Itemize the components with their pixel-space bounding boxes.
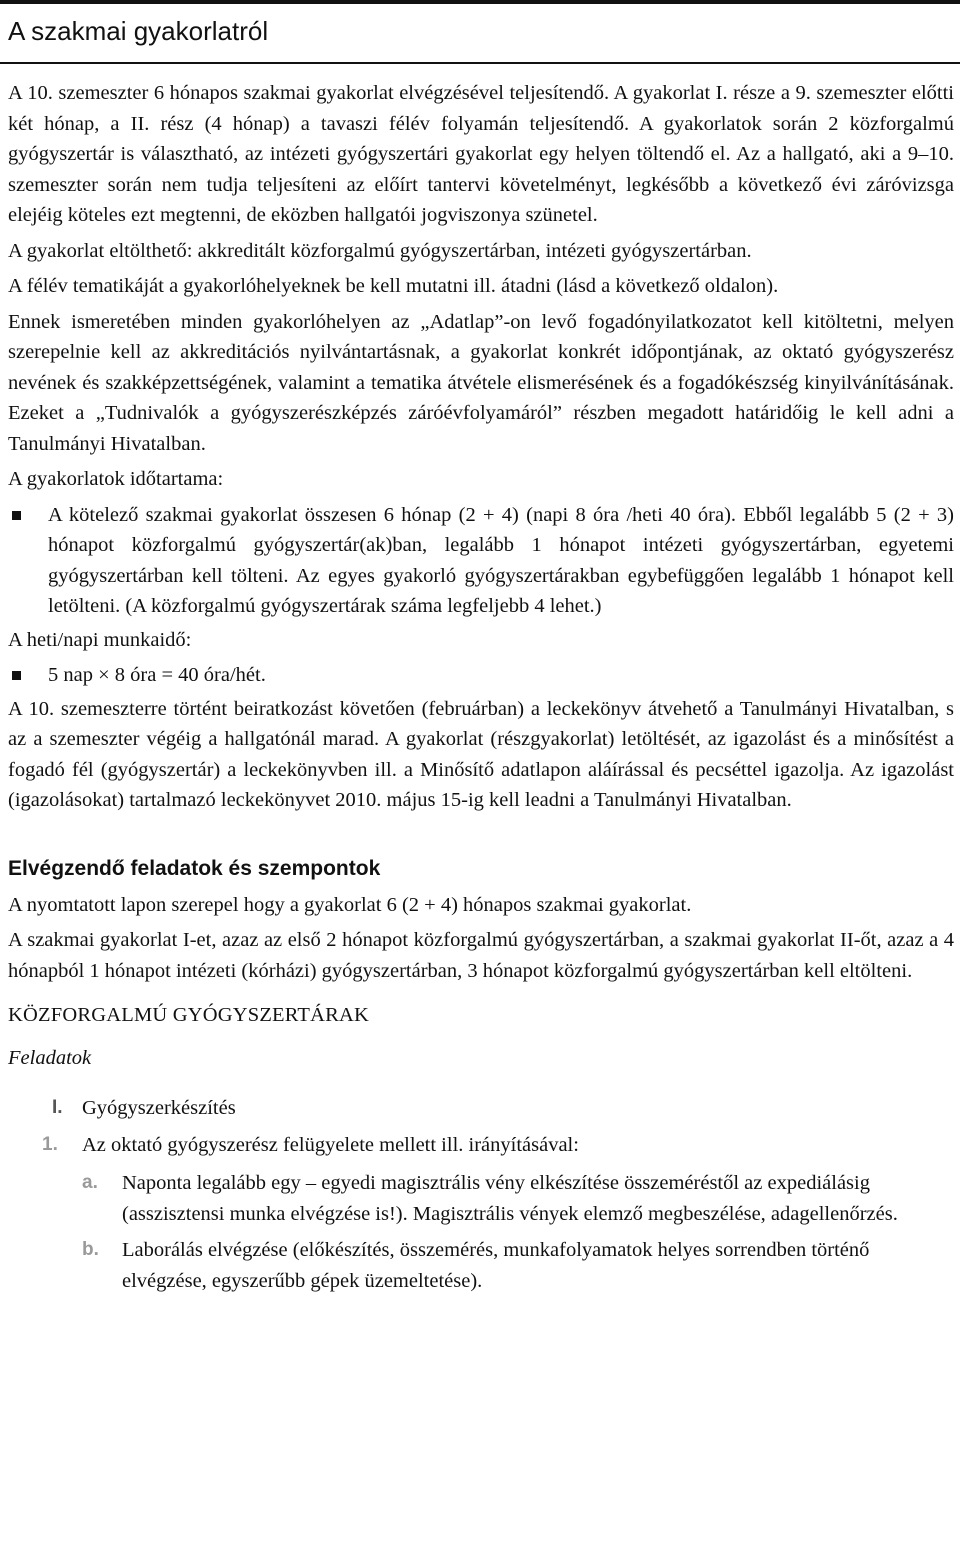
document-body (8, 78, 954, 1302)
italic-subheading: Feladatok (8, 1046, 92, 1069)
title-bar (0, 4, 960, 64)
worktime-heading: A heti/napi munkaidő: (8, 628, 192, 651)
outline-item-text: Naponta legalább egy – egyedi magisztrális vény elkészítése összeméréstől az expediálásig (asszisztensi munka elvégzése is!). Magisztrális vények elemző megbeszélése, adagellenőrzés. (122, 1172, 898, 1225)
section-paragraph-1: A nyomtatott lapon szerepel hogy a gyakorlat 6 (2 + 4) hónapos szakmai gyakorlat. (8, 893, 692, 916)
duration-bullet (8, 500, 954, 622)
section-heading: Elvégzendő feladatok és szempontok (8, 856, 381, 880)
outline-level2-text: Az oktató gyógyszerész felügyelete mellett ill. irányításával: (82, 1133, 579, 1156)
outline-level2 (8, 1130, 954, 1161)
intro-paragraph-4: Ennek ismeretében minden gyakorlóhelyen az „Adatlap”-on levő fogadónyilatkozatot kell kitöltetni, melyen szerepelnie kell az akkreditációs nyilvántartásnak, a gyakorlat konkrét időpontjának, az oktató gyógyszerész nevének és szakképzettségének, valamint a tematika átvétele elismerésének és a fogadókészség kinyilvánításának. Ezeket a „Tudnivalók a gyógyszerészképzés záróévfolyamáról” részben megadott határidőig le kell adni a Tanulmányi Hivatalban. (8, 310, 954, 455)
outline-level1-text: Gyógyszerkészítés (82, 1097, 236, 1119)
outline-item-text: Laborálás elvégzése (előkészítés, összemérés, munkafolyamatok helyes sorrendben történő elvégzése, egyszerűbb gépek üzemeltetése). (122, 1239, 870, 1292)
outline-level1 (8, 1093, 954, 1124)
square-bullet-icon (12, 671, 21, 680)
letter-marker: a. (82, 1172, 98, 1193)
duration-bullet-text: A kötelező szakmai gyakorlat összesen 6 hónap (2 + 4) (napi 8 óra /heti 40 óra). Ebből legalább 5 (2 + 3) hónapot közforgalmú gyógyszertár(ak)ban, legalább 1 hónapot intézeti gyógyszertárban, egyetemi gyógyszertárban kell tölteni. Az egyes gyakorló gyógyszertárakban egybefüggően legalább 1 hónapot kell letölteni. (A közforgalmú gyógyszertárak száma legfeljebb 4 lehet.) (48, 503, 954, 617)
duration-heading: A gyakorlatok időtartama: (8, 468, 224, 490)
number-marker: 1. (42, 1133, 58, 1155)
logbook-paragraph: A 10. szemeszterre történt beiratkozást követően (februárban) a leckekönyv átvehető a Tanulmányi Hivatalban, s az a szemeszter végéig a hallgatónál marad. A gyakorlat (részgyakorlat) letöltését, az igazolást és a minősítést a fogadó fél (gyógyszertár) a leckekönyvben ill. a Minősítő adatlapon aláírással és pecséttel igazolja. Az igazolást (igazolásokat) tartalmazó leckekönyvet 2010. május 15-ig kell leadni a Tanulmányi Hivatalban. (8, 697, 954, 811)
intro-paragraph-3: A félév tematikáját a gyakorlóhelyeknek be kell mutatni ill. átadni (lásd a következő oldalon). (8, 275, 779, 297)
outline-item-a (8, 1168, 954, 1229)
section-paragraph-2: A szakmai gyakorlat I-et, azaz az első 2 hónapot közforgalmú gyógyszertárban, a szakmai gyakorlat II-őt, azaz a 4 hónapból 1 hónapot intézeti (kórházi) gyógyszertárban, 3 hónapot közforgalmú gyógyszertárban kell eltölteni. (8, 929, 954, 982)
outline-item-b (8, 1235, 954, 1296)
square-bullet-icon (12, 511, 21, 520)
intro-paragraph-2: A gyakorlat eltölthető: akkreditált közforgalmú gyógyszertárban, intézeti gyógyszertárban. (8, 239, 752, 262)
worktime-bullet (8, 660, 954, 691)
worktime-bullet-text: 5 nap × 8 óra = 40 óra/hét. (48, 664, 266, 686)
letter-marker: b. (82, 1239, 99, 1260)
page-title: A szakmai gyakorlatról (8, 16, 269, 46)
intro-paragraph-1: A 10. szemeszter 6 hónapos szakmai gyakorlat elvégzésével teljesítendő. A gyakorlat I. része a 9. szemeszter előtti két hónap, a II. rész (4 hónap) a tavaszi félév folyamán teljesítendő. A gyakorlatok során 2 közforgalmú gyógyszertár is választható, az intézeti gyógyszertári gyakorlat egy helyen töltendő el. Az a hallgató, aki a 9–10. szemeszter során nem tudja teljesíteni az előírt tantervi követelményt, legkésőbb a következő évi záróvizsga elejéig köteles ezt megtenni, de eközben hallgatói jogviszonya szünetel. (8, 82, 954, 226)
roman-numeral-marker: I. (52, 1097, 63, 1118)
caps-subheading: KÖZFORGALMÚ GYÓGYSZERTÁRAK (8, 1004, 370, 1026)
